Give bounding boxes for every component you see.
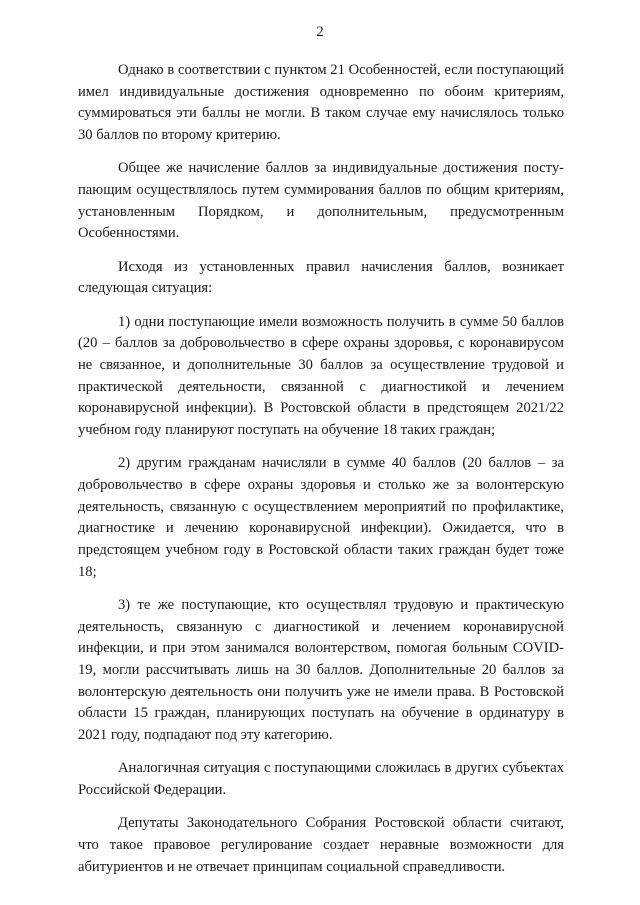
paragraph-scoring-limit: Однако в соответствии с пунктом 21 Особенностей, если поступающий имел индивидуальные достижения одновременно по обоим критериям, суммироваться эти баллы не могли. В таком случае ему начислялось только 30 баллов по второму критерию. bbox=[78, 62, 564, 144]
paragraph-conclusion: Депутаты Законодательного Собрания Ростовской области считают, что такое правовое регулирование создает неравные возможности для абитуриентов и не отвечает принципам социальной справедливости. bbox=[78, 815, 564, 875]
paragraph-general-scoring: Общее же начисление баллов за индивидуальные достижения поступающим осуществлялось путем суммирования баллов по общим критериям, установленным Порядком, и дополнительным, предусмотренным Особенностями. bbox=[78, 160, 564, 242]
page-number: 2 bbox=[316, 24, 324, 40]
paragraph-other-regions: Аналогичная ситуация с поступающими сложилась в других субъектах Российской Федерации. bbox=[78, 760, 564, 799]
paragraph-situation-intro: Исходя из установленных правил начисления баллов, возникает следующая ситуация: bbox=[78, 258, 564, 297]
document-body bbox=[78, 60, 564, 890]
paragraph-case-one: 1) одни поступающие имели возможность получить в сумме 50 баллов (20 – баллов за добровольчество в сфере охраны здоровья, с коронавирусом не связанное, и дополнительные 30 баллов за осуществление трудовой и практической деятельности, связанной с диагностикой и лечением коронавирусной инфекции). В Ростовской области в предстоящем 2021/22 учебном году планируют поступать на обучение 18 таких граждан; bbox=[78, 313, 564, 439]
paragraph-case-two: 2) другим гражданам начисляли в сумме 40 баллов (20 баллов – за добровольчество в сфере охраны здоровья и столько же за волонтерскую деятельность, связанную с осуществлением мероприятий по профилактике, диагностике и лечению коронавирусной инфекции). Ожидается, что в предстоящем учебном году в Ростовской области таких граждан будет тоже 18; bbox=[78, 455, 564, 580]
paragraph-case-three: 3) те же поступающие, кто осуществлял трудовую и практическую деятельность, связанную с диагностикой и лечением коронавирусной инфекции, и при этом занимался волонтерством, помогая больным COVID-19, могли рассчитывать лишь на 30 баллов. Дополнительные 20 баллов за волонтерскую деятельность они получить уже не имели права. В Ростовской области 15 граждан, планирующих поступать на обучение в ординатуру в 2021 году, подпадают под эту категорию. bbox=[78, 596, 564, 744]
